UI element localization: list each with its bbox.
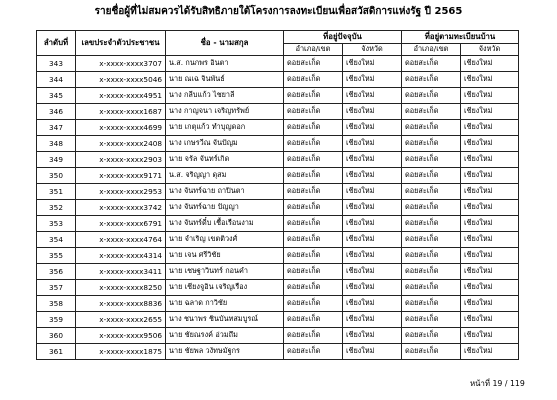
registered-province-cell: เชียงใหม่ (461, 72, 519, 88)
row-number-cell: 356 (37, 264, 76, 280)
current-district-cell: ดอยสะเก็ด (284, 312, 343, 328)
table-row (37, 184, 519, 200)
row-number-cell: 357 (37, 280, 76, 296)
registered-district-cell: ดอยสะเก็ด (402, 168, 461, 184)
table-row (37, 232, 519, 248)
current-district-cell: ดอยสะเก็ด (284, 88, 343, 104)
row-number-cell: 354 (37, 232, 76, 248)
row-number-cell: 353 (37, 216, 76, 232)
header-current-address: ที่อยู่ปัจจุบัน (284, 31, 402, 44)
registered-province-cell: เชียงใหม่ (461, 264, 519, 280)
row-number-cell: 352 (37, 200, 76, 216)
registered-province-cell: เชียงใหม่ (461, 280, 519, 296)
row-number-cell: 361 (37, 344, 76, 360)
national-id-cell: x-xxxx-xxxx9506 (76, 328, 166, 344)
full-name-cell: นาย เชษฐาวินทร์ กอนคำ (166, 264, 284, 280)
registered-province-cell: เชียงใหม่ (461, 104, 519, 120)
full-name-cell: นาย ชัยพล วงัทษมัฐกร (166, 344, 284, 360)
current-province-cell: เชียงใหม่ (343, 152, 402, 168)
national-id-cell: x-xxxx-xxxx8836 (76, 296, 166, 312)
table-row (37, 344, 519, 360)
national-id-cell: x-xxxx-xxxx2408 (76, 136, 166, 152)
registered-province-cell: เชียงใหม่ (461, 296, 519, 312)
registered-province-cell: เชียงใหม่ (461, 248, 519, 264)
registered-district-cell: ดอยสะเก็ด (402, 120, 461, 136)
registered-district-cell: ดอยสะเก็ด (402, 312, 461, 328)
current-district-cell: ดอยสะเก็ด (284, 72, 343, 88)
current-province-cell: เชียงใหม่ (343, 248, 402, 264)
national-id-cell: x-xxxx-xxxx3707 (76, 56, 166, 72)
registered-province-cell: เชียงใหม่ (461, 120, 519, 136)
current-district-cell: ดอยสะเก็ด (284, 296, 343, 312)
document-title: รายชื่อผู้ที่ไม่สมควรได้รับสิทธิภายใต้โครงการลงทะเบียนเพื่อสวัสดิการแห่งรัฐ ปี 2565 (94, 6, 463, 17)
registered-district-cell: ดอยสะเก็ด (402, 248, 461, 264)
current-province-cell: เชียงใหม่ (343, 120, 402, 136)
current-province-cell: เชียงใหม่ (343, 296, 402, 312)
table-header (37, 31, 519, 56)
registered-district-cell: ดอยสะเก็ด (402, 344, 461, 360)
table-row (37, 216, 519, 232)
registered-district-cell: ดอยสะเก็ด (402, 184, 461, 200)
registered-district-cell: ดอยสะเก็ด (402, 232, 461, 248)
full-name-cell: นาง กาญจนา เจริญทรัพย์ (166, 104, 284, 120)
table-row (37, 248, 519, 264)
national-id-cell: x-xxxx-xxxx6791 (76, 216, 166, 232)
row-number-cell: 351 (37, 184, 76, 200)
full-name-cell: นาย จำเริญ เขตติวงศ์ (166, 232, 284, 248)
header-house-district: อำเภอ/เขต (402, 44, 461, 56)
row-number-cell: 359 (37, 312, 76, 328)
current-province-cell: เชียงใหม่ (343, 312, 402, 328)
current-district-cell: ดอยสะเก็ด (284, 136, 343, 152)
registered-district-cell: ดอยสะเก็ด (402, 104, 461, 120)
full-name-cell: น.ส. กนกพร อินตา (166, 56, 284, 72)
registered-province-cell: เชียงใหม่ (461, 168, 519, 184)
full-name-cell: นาย ชัยณรงค์ อ่วมถึม (166, 328, 284, 344)
header-name: ชื่อ - นามสกุล (166, 31, 284, 56)
full-name-cell: น.ส. จริญญา ดุสม (166, 168, 284, 184)
row-number-cell: 345 (37, 88, 76, 104)
table-row (37, 104, 519, 120)
current-province-cell: เชียงใหม่ (343, 184, 402, 200)
registered-district-cell: ดอยสะเก็ด (402, 296, 461, 312)
current-district-cell: ดอยสะเก็ด (284, 248, 343, 264)
national-id-cell: x-xxxx-xxxx4314 (76, 248, 166, 264)
full-name-cell: นาย จรัล จันทร์เกิด (166, 152, 284, 168)
current-district-cell: ดอยสะเก็ด (284, 216, 343, 232)
current-district-cell: ดอยสะเก็ด (284, 264, 343, 280)
registered-district-cell: ดอยสะเก็ด (402, 280, 461, 296)
national-id-cell: x-xxxx-xxxx5046 (76, 72, 166, 88)
row-number-cell: 347 (37, 120, 76, 136)
current-province-cell: เชียงใหม่ (343, 56, 402, 72)
national-id-cell: x-xxxx-xxxx1875 (76, 344, 166, 360)
registered-district-cell: ดอยสะเก็ด (402, 56, 461, 72)
current-district-cell: ดอยสะเก็ด (284, 120, 343, 136)
current-province-cell: เชียงใหม่ (343, 200, 402, 216)
registered-province-cell: เชียงใหม่ (461, 200, 519, 216)
registered-province-cell: เชียงใหม่ (461, 232, 519, 248)
current-province-cell: เชียงใหม่ (343, 344, 402, 360)
registered-province-cell: เชียงใหม่ (461, 344, 519, 360)
current-district-cell: ดอยสะเก็ด (284, 344, 343, 360)
row-number-cell: 348 (37, 136, 76, 152)
table-row (37, 296, 519, 312)
national-id-cell: x-xxxx-xxxx2903 (76, 152, 166, 168)
registered-district-cell: ดอยสะเก็ด (402, 136, 461, 152)
row-number-cell: 344 (37, 72, 76, 88)
table-row (37, 120, 519, 136)
full-name-cell: นาง จันทร์ฉาย ถาปินตา (166, 184, 284, 200)
header-id: เลขประจำตัวประชาชน (76, 31, 166, 56)
current-province-cell: เชียงใหม่ (343, 104, 402, 120)
current-district-cell: ดอยสะเก็ด (284, 104, 343, 120)
full-name-cell: นาง จันทร์ดี๋บ เชื้อเรือนงาม (166, 216, 284, 232)
table-row (37, 56, 519, 72)
table-row (37, 200, 519, 216)
current-province-cell: เชียงใหม่ (343, 232, 402, 248)
header-no: ลำดับที่ (37, 31, 76, 56)
registered-district-cell: ดอยสะเก็ด (402, 72, 461, 88)
full-name-cell: นาย ณเฉ จินพันธ์ (166, 72, 284, 88)
row-number-cell: 343 (37, 56, 76, 72)
full-name-cell: นาง ชนาพร ชินบันทสมบูรณ์ (166, 312, 284, 328)
current-district-cell: ดอยสะเก็ด (284, 152, 343, 168)
current-district-cell: ดอยสะเก็ด (284, 168, 343, 184)
current-district-cell: ดอยสะเก็ด (284, 200, 343, 216)
national-id-cell: x-xxxx-xxxx8250 (76, 280, 166, 296)
current-province-cell: เชียงใหม่ (343, 168, 402, 184)
registered-province-cell: เชียงใหม่ (461, 312, 519, 328)
current-district-cell: ดอยสะเก็ด (284, 56, 343, 72)
registered-district-cell: ดอยสะเก็ด (402, 88, 461, 104)
registered-province-cell: เชียงใหม่ (461, 328, 519, 344)
table-row (37, 312, 519, 328)
registered-province-cell: เชียงใหม่ (461, 136, 519, 152)
registered-district-cell: ดอยสะเก็ด (402, 264, 461, 280)
current-province-cell: เชียงใหม่ (343, 72, 402, 88)
national-id-cell: x-xxxx-xxxx3742 (76, 200, 166, 216)
row-number-cell: 346 (37, 104, 76, 120)
current-province-cell: เชียงใหม่ (343, 328, 402, 344)
current-province-cell: เชียงใหม่ (343, 280, 402, 296)
full-name-cell: นาง กลีบแก้ว ไชยาลี (166, 88, 284, 104)
full-name-cell: นาย ฉลาด กาวิชัย (166, 296, 284, 312)
table-row (37, 136, 519, 152)
current-district-cell: ดอยสะเก็ด (284, 232, 343, 248)
table-row (37, 72, 519, 88)
registered-province-cell: เชียงใหม่ (461, 184, 519, 200)
page-number: หน้าที่ 19 / 119 (470, 379, 525, 388)
table-row (37, 264, 519, 280)
full-name-cell: นาย เจน ศรีวิชัย (166, 248, 284, 264)
national-id-cell: x-xxxx-xxxx4951 (76, 88, 166, 104)
current-district-cell: ดอยสะเก็ด (284, 184, 343, 200)
table-row (37, 168, 519, 184)
table-body (37, 56, 519, 360)
national-id-cell: x-xxxx-xxxx4699 (76, 120, 166, 136)
header-current-district: อำเภอ/เขต (284, 44, 343, 56)
registered-district-cell: ดอยสะเก็ด (402, 216, 461, 232)
full-name-cell: นาง จันทร์ฉาย ปัญญา (166, 200, 284, 216)
current-province-cell: เชียงใหม่ (343, 216, 402, 232)
national-id-cell: x-xxxx-xxxx1687 (76, 104, 166, 120)
registered-province-cell: เชียงใหม่ (461, 88, 519, 104)
registered-district-cell: ดอยสะเก็ด (402, 328, 461, 344)
header-house-province: จังหวัด (461, 44, 519, 56)
full-name-cell: นาย เชียงจูอิน เจริญเรือง (166, 280, 284, 296)
row-number-cell: 358 (37, 296, 76, 312)
beneficiary-table (36, 30, 519, 360)
national-id-cell: x-xxxx-xxxx9171 (76, 168, 166, 184)
current-province-cell: เชียงใหม่ (343, 88, 402, 104)
full-name-cell: นาย เกตุแก้ว ทำบุญดอก (166, 120, 284, 136)
registered-district-cell: ดอยสะเก็ด (402, 152, 461, 168)
registered-province-cell: เชียงใหม่ (461, 152, 519, 168)
current-district-cell: ดอยสะเก็ด (284, 328, 343, 344)
national-id-cell: x-xxxx-xxxx2655 (76, 312, 166, 328)
row-number-cell: 355 (37, 248, 76, 264)
table-row (37, 280, 519, 296)
table-row (37, 88, 519, 104)
registered-district-cell: ดอยสะเก็ด (402, 200, 461, 216)
row-number-cell: 349 (37, 152, 76, 168)
header-house-address: ที่อยู่ตามทะเบียนบ้าน (402, 31, 519, 44)
row-number-cell: 350 (37, 168, 76, 184)
national-id-cell: x-xxxx-xxxx3411 (76, 264, 166, 280)
table-row (37, 328, 519, 344)
full-name-cell: นาง เกษรวีณ จันปัญม (166, 136, 284, 152)
current-province-cell: เชียงใหม่ (343, 136, 402, 152)
current-district-cell: ดอยสะเก็ด (284, 280, 343, 296)
national-id-cell: x-xxxx-xxxx2953 (76, 184, 166, 200)
registered-province-cell: เชียงใหม่ (461, 56, 519, 72)
table-row (37, 152, 519, 168)
header-current-province: จังหวัด (343, 44, 402, 56)
registered-province-cell: เชียงใหม่ (461, 216, 519, 232)
current-province-cell: เชียงใหม่ (343, 264, 402, 280)
national-id-cell: x-xxxx-xxxx4764 (76, 232, 166, 248)
row-number-cell: 360 (37, 328, 76, 344)
